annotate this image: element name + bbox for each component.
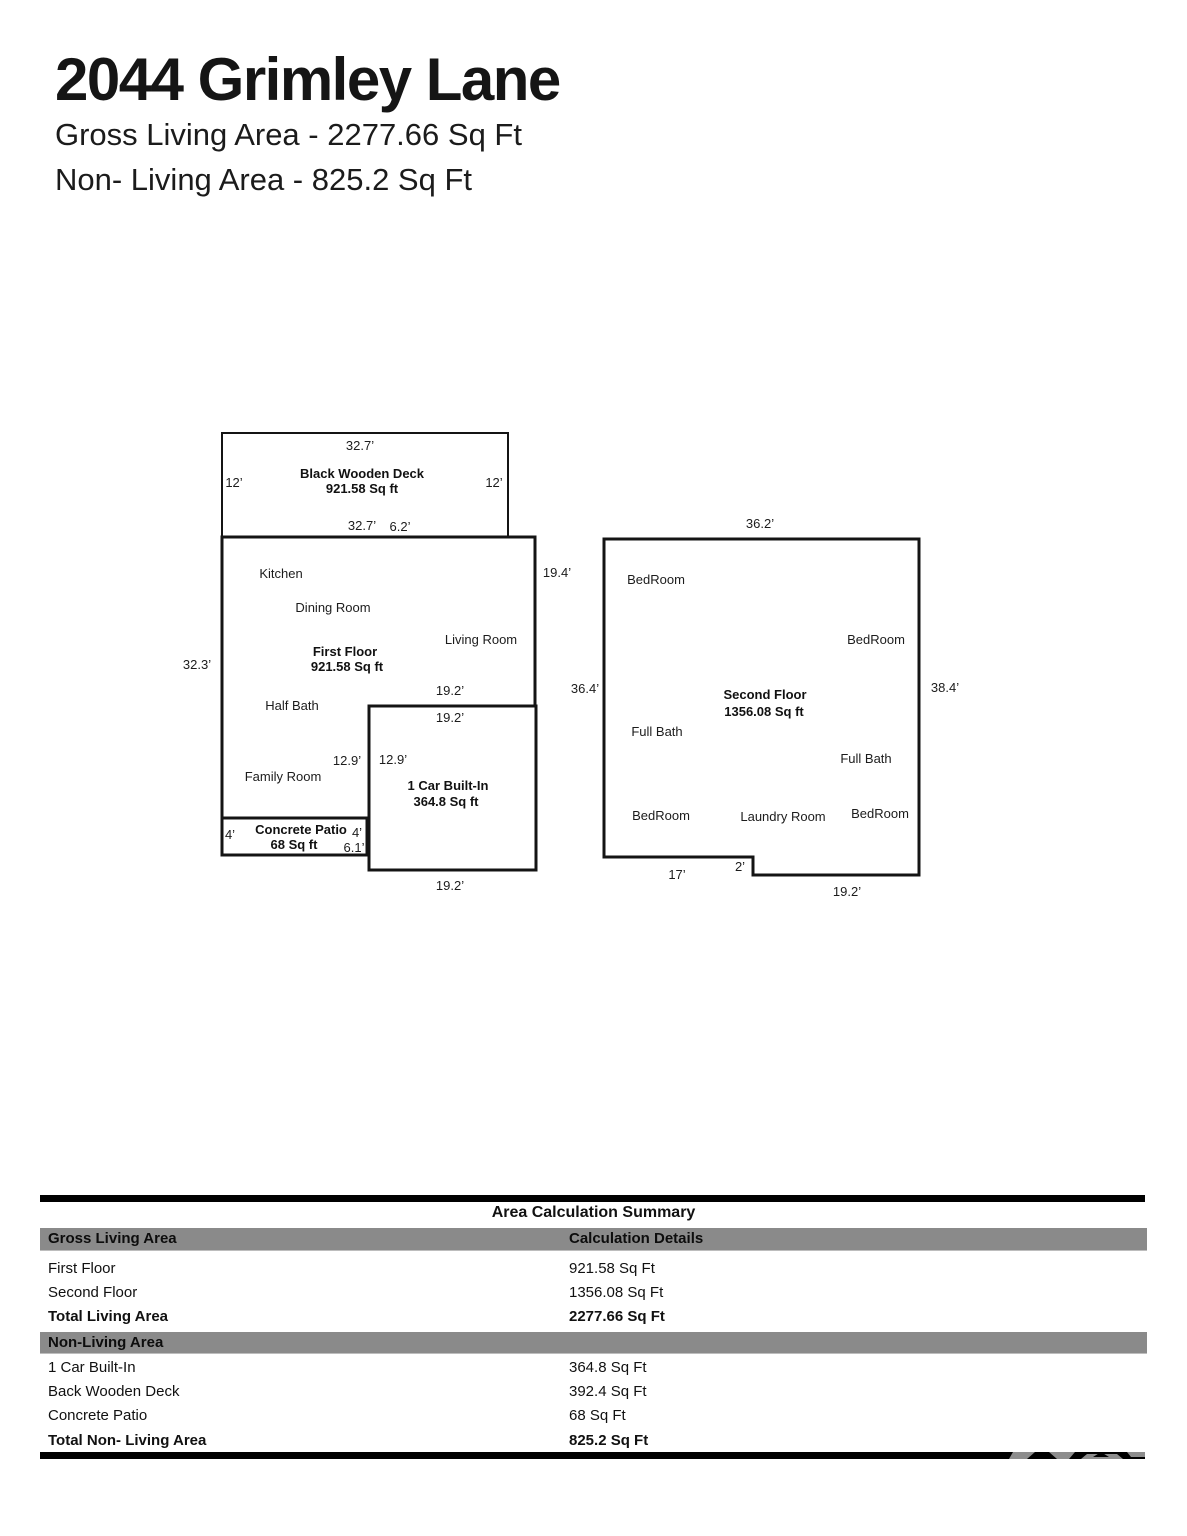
deck-area: 921.58 Sq ft bbox=[325, 481, 399, 496]
header-gross-living-area: Gross Living Area bbox=[48, 1230, 177, 1247]
second-floor-dim-bottom-right: 19.2’ bbox=[832, 884, 862, 899]
row-value: 364.8 Sq Ft bbox=[569, 1359, 647, 1376]
watermark-marks bbox=[1005, 1452, 1145, 1459]
table-bottom-rule bbox=[40, 1452, 1145, 1459]
table-row bbox=[40, 1283, 1147, 1303]
nonliving-header-band bbox=[40, 1332, 1147, 1354]
garage-dim-top-outer: 19.2’ bbox=[435, 683, 465, 698]
deck-dim-bottom: 32.7’ bbox=[347, 518, 377, 533]
room-living: Living Room bbox=[444, 632, 518, 647]
room-bedroom-top-left: BedRoom bbox=[627, 572, 685, 587]
row-value: 825.2 Sq Ft bbox=[569, 1432, 649, 1449]
table-top-rule bbox=[40, 1195, 1145, 1202]
non-living-area-line: Non- Living Area - 825.2 Sq Ft bbox=[55, 162, 473, 197]
row-label: Total Living Area bbox=[48, 1308, 169, 1325]
room-full-bath-right: Full Bath bbox=[840, 751, 892, 766]
garage-dim-left-outer: 12.9’ bbox=[332, 753, 362, 768]
row-value: 1356.08 Sq Ft bbox=[569, 1284, 664, 1301]
row-value: 921.58 Sq Ft bbox=[569, 1260, 655, 1277]
garage-dim-bottom: 19.2’ bbox=[435, 878, 465, 893]
header-non-living-area: Non-Living Area bbox=[48, 1334, 164, 1351]
garage-dim-left-inner: 12.9’ bbox=[378, 752, 408, 767]
first-floor-dim-left: 32.3’ bbox=[182, 657, 212, 672]
deck-dim-offset: 6.2’ bbox=[389, 519, 411, 534]
property-address-title: 2044 Grimley Lane bbox=[55, 46, 560, 113]
room-kitchen: Kitchen bbox=[259, 566, 303, 581]
second-floor-area: 1356.08 Sq ft bbox=[724, 704, 804, 719]
second-floor-dim-notch: 2’ bbox=[734, 859, 746, 874]
patio-dim-right: 4’ bbox=[351, 825, 363, 840]
row-value: 68 Sq Ft bbox=[569, 1407, 626, 1424]
row-value: 2277.66 Sq Ft bbox=[569, 1308, 665, 1325]
table-row bbox=[40, 1406, 1147, 1426]
first-floor-dim-right: 19.4’ bbox=[542, 565, 572, 580]
garage-dim-top-inner: 19.2’ bbox=[435, 710, 465, 725]
patio-title: Concrete Patio bbox=[255, 822, 347, 837]
deck-title: Black Wooden Deck bbox=[299, 466, 425, 481]
room-bedroom-bottom-right: BedRoom bbox=[851, 806, 909, 821]
table-row-total-nonliving bbox=[40, 1431, 1147, 1451]
second-floor-dim-left: 36.4’ bbox=[570, 681, 600, 696]
patio-dim-offset: 6.1’ bbox=[343, 840, 365, 855]
second-floor-title: Second Floor bbox=[723, 687, 807, 702]
second-floor-dim-right: 38.4’ bbox=[930, 680, 960, 695]
row-label: Second Floor bbox=[48, 1284, 138, 1301]
second-floor-dim-top: 36.2’ bbox=[745, 516, 775, 531]
room-full-bath-left: Full Bath bbox=[631, 724, 683, 739]
living-header-band bbox=[40, 1228, 1147, 1251]
garage-area: 364.8 Sq ft bbox=[413, 794, 479, 809]
patio-area: 68 Sq ft bbox=[270, 837, 318, 852]
room-bedroom-bottom-left: BedRoom bbox=[632, 808, 690, 823]
table-row bbox=[40, 1259, 1147, 1279]
room-family: Family Room bbox=[244, 769, 322, 784]
patio-dim-left: 4’ bbox=[224, 827, 236, 842]
gross-living-area-line: Gross Living Area - 2277.66 Sq Ft bbox=[55, 117, 522, 152]
header-calculation-details: Calculation Details bbox=[569, 1230, 704, 1247]
room-dining: Dining Room bbox=[295, 600, 371, 615]
room-laundry: Laundry Room bbox=[740, 809, 826, 824]
room-bedroom-right: BedRoom bbox=[847, 632, 905, 647]
garage-title: 1 Car Built-In bbox=[407, 778, 489, 793]
row-label: Concrete Patio bbox=[48, 1407, 148, 1424]
table-row bbox=[40, 1382, 1147, 1402]
table-title: Area Calculation Summary bbox=[491, 1204, 696, 1221]
area-calculation-summary bbox=[40, 1195, 1147, 1467]
second-floor-dim-bottom-left: 17’ bbox=[668, 867, 686, 882]
row-label: 1 Car Built-In bbox=[48, 1359, 136, 1376]
deck-dim-top: 32.7’ bbox=[345, 438, 375, 453]
table-row-total-living bbox=[40, 1307, 1147, 1327]
row-label: First Floor bbox=[48, 1260, 116, 1277]
first-floor-area: 921.58 Sq ft bbox=[310, 659, 384, 674]
row-label: Total Non- Living Area bbox=[48, 1432, 207, 1449]
row-label: Back Wooden Deck bbox=[48, 1383, 180, 1400]
row-value: 392.4 Sq Ft bbox=[569, 1383, 647, 1400]
deck-dim-left: 12’ bbox=[225, 475, 243, 490]
table-row bbox=[40, 1358, 1147, 1378]
deck-dim-right: 12’ bbox=[485, 475, 503, 490]
room-half-bath: Half Bath bbox=[265, 698, 319, 713]
first-floor-title: First Floor bbox=[312, 644, 378, 659]
